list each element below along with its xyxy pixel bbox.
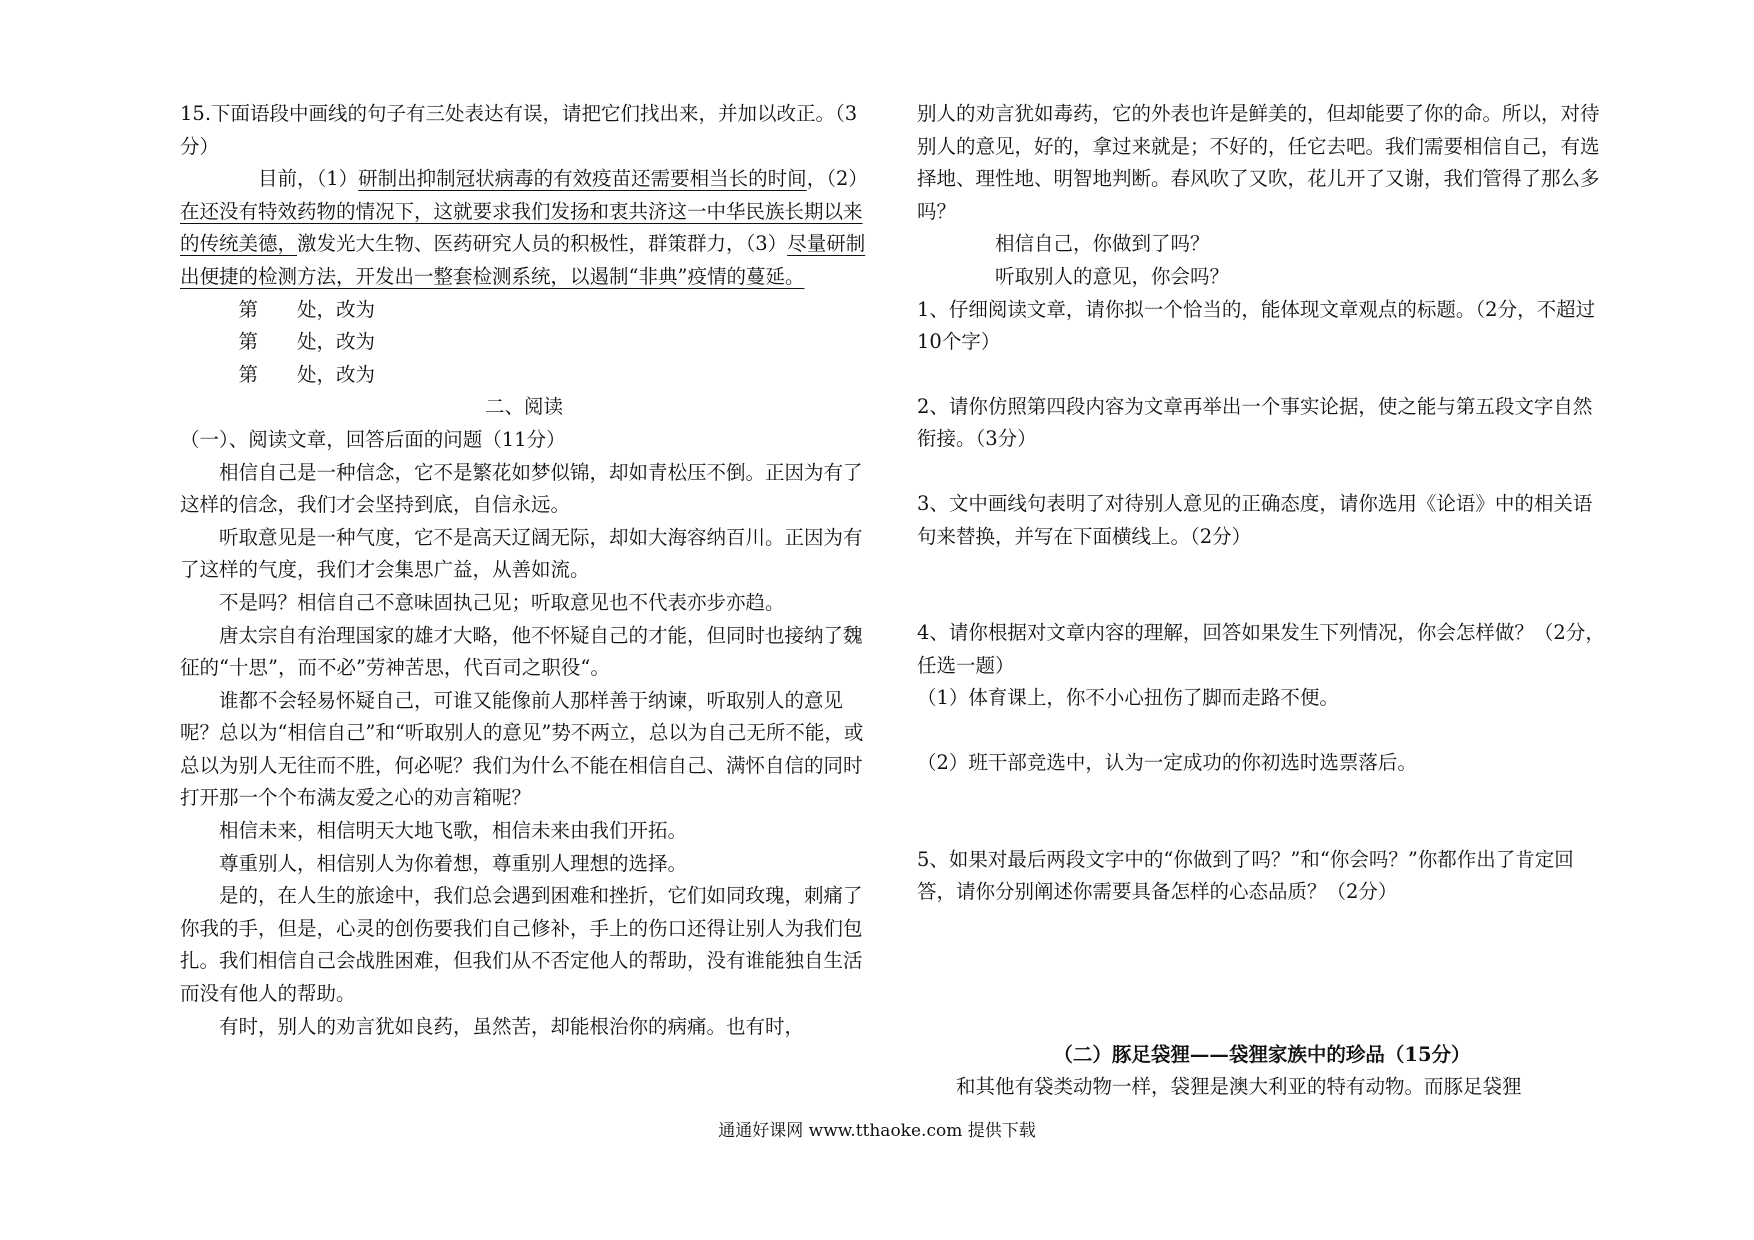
- question-5: 5、如果对最后两段文字中的“你做到了吗？”和“你会吗？”你都作出了肯定回答，请你分别阐述你需要具备怎样的心态品质？（2分）: [917, 847, 1574, 904]
- passage-text: 激发光大生物、医药研究人员的积极性，群策群力，（3）: [297, 232, 788, 256]
- answer-space: [917, 553, 1607, 617]
- article-paragraph-8: 是的，在人生的旅途中，我们总会遇到困难和挫折，它们如同玫瑰，刺痛了你我的手，但是，心灵的创伤要我们自己修补，手上的伤口还得让别人为我们包扎。我们相信自己会战胜困难，但我们从不否定他人的帮助，没有谁能独自生活而没有他人的帮助。: [180, 884, 863, 1006]
- answer-space: [917, 715, 1607, 747]
- answer-space: [917, 359, 1607, 391]
- section-2-title: （二）豚足袋狸——袋狸家族中的珍品（15分）: [1053, 1042, 1471, 1066]
- answer-space: [917, 780, 1607, 844]
- article-paragraph-9: 有时，别人的劝言犹如良药，虽然苦，却能根治你的病痛。也有时，: [219, 1014, 805, 1038]
- article-paragraph-3: 不是吗？相信自己不意味固执己见；听取意见也不代表亦步亦趋。: [219, 590, 785, 614]
- question-2: 2、请你仿照第四段内容为文章再举出一个事实论据，使之能与第五段文字自然衔接。（3分）: [917, 394, 1593, 451]
- article-paragraph-2: 听取意见是一种气度，它不是高天辽阔无际，却如大海容纳百川。正因为有了这样的气度，我们才会集思广益，从善如流。: [180, 525, 863, 582]
- answer-blank-1: 第 处，改为: [238, 297, 376, 321]
- question-4-option-2: （2）班干部竞选中，认为一定成功的你初选时选票落后。: [917, 750, 1417, 774]
- reading-subtitle: （一）、阅读文章，回答后面的问题（11分）: [180, 427, 566, 451]
- article-paragraph-5: 谁都不会轻易怀疑自己，可谁又能像前人那样善于纳谏，听取别人的意见呢？总以为“相信自己”和“听取别人的意见”势不两立，总以为自己无所不能，或总以为别人无往而不胜，何必呢？我们为什么不能在相信自己、满怀自信的同时打开那一个个布满友爱之心的劝言箱呢？: [180, 688, 864, 810]
- underlined-sentence-1: 研制出抑制冠状病毒的有效疫苗还需要相当长的时间: [358, 167, 807, 191]
- section-title-reading: 二、阅读: [484, 395, 563, 419]
- question-15-title: 15.下面语段中画线的句子有三处表达有误，请把它们找出来，并加以改正。（3分）: [180, 102, 858, 158]
- section-2-paragraph-1: 和其他有袋类动物一样，袋狸是澳大利亚的特有动物。而豚足袋狸: [956, 1075, 1522, 1099]
- article-paragraph-6: 相信未来，相信明天大地飞歌，相信未来由我们开拓。: [219, 819, 688, 843]
- answer-space: [917, 909, 1607, 1039]
- passage-text: ，（2）: [806, 167, 868, 191]
- question-15-passage: [180, 163, 868, 293]
- question-3: 3、文中画线句表明了对待别人意见的正确态度，请你选用《论语》中的相关语句来替换，并写在下面横线上。（2分）: [917, 491, 1593, 548]
- question-4: 4、请你根据对文章内容的理解，回答如果发生下列情况，你会怎样做？（2分，任选一题）: [917, 621, 1605, 677]
- page-footer: 通通好课网 www.tthaoke.com 提供下载: [718, 1121, 1036, 1141]
- article-paragraph-9-continued: 别人的劝言犹如毒药，它的外表也许是鲜美的，但却能要了你的命。所以，对待别人的意见，好的，拿过来就是；不好的，任它去吧。我们需要相信自己，有选择地、理性地、明智地判断。春风吹了又吹，花儿开了又谢，我们管得了那么多吗？: [917, 102, 1600, 223]
- right-column: [917, 98, 1607, 1104]
- underlined-sentence-2: 在还没有特效药物的情况下，这就要求我们发扬和衷共济这一中华民族长期以来的传统美德，: [180, 199, 863, 256]
- question-4-option-1: （1）体育课上，你不小心扭伤了脚而走路不便。: [917, 686, 1339, 710]
- answer-blank-2: 第 处，改为: [238, 330, 376, 354]
- article-paragraph-11: 听取别人的意见，你会吗？: [995, 264, 1230, 288]
- article-paragraph-10: 相信自己，你做到了吗？: [995, 232, 1210, 256]
- question-1: 1、仔细阅读文章，请你拟一个恰当的，能体现文章观点的标题。（2分，不超过10个字）: [917, 297, 1596, 354]
- passage-text: 目前，（1）: [258, 167, 359, 191]
- answer-space: [917, 456, 1607, 488]
- article-paragraph-4: 唐太宗自有治理国家的雄才大略，他不怀疑自己的才能，但同时也接纳了魏征的“十思”，而不必”劳神苦思，代百司之职役“。: [180, 623, 863, 680]
- article-paragraph-7: 尊重别人，相信别人为你着想，尊重别人理想的选择。: [219, 851, 688, 875]
- underlined-sentence-3: 尽量研制出便捷的检测方法，开发出一整套检测系统，以遏制“非典”疫情的蔓延。: [180, 232, 866, 288]
- answer-blank-3: 第 处，改为: [238, 362, 376, 386]
- article-paragraph-1: 相信自己是一种信念，它不是繁花如梦似锦，却如青松压不倒。正因为有了这样的信念，我们才会坚持到底，自信永远。: [180, 460, 863, 517]
- left-column: [180, 98, 868, 1043]
